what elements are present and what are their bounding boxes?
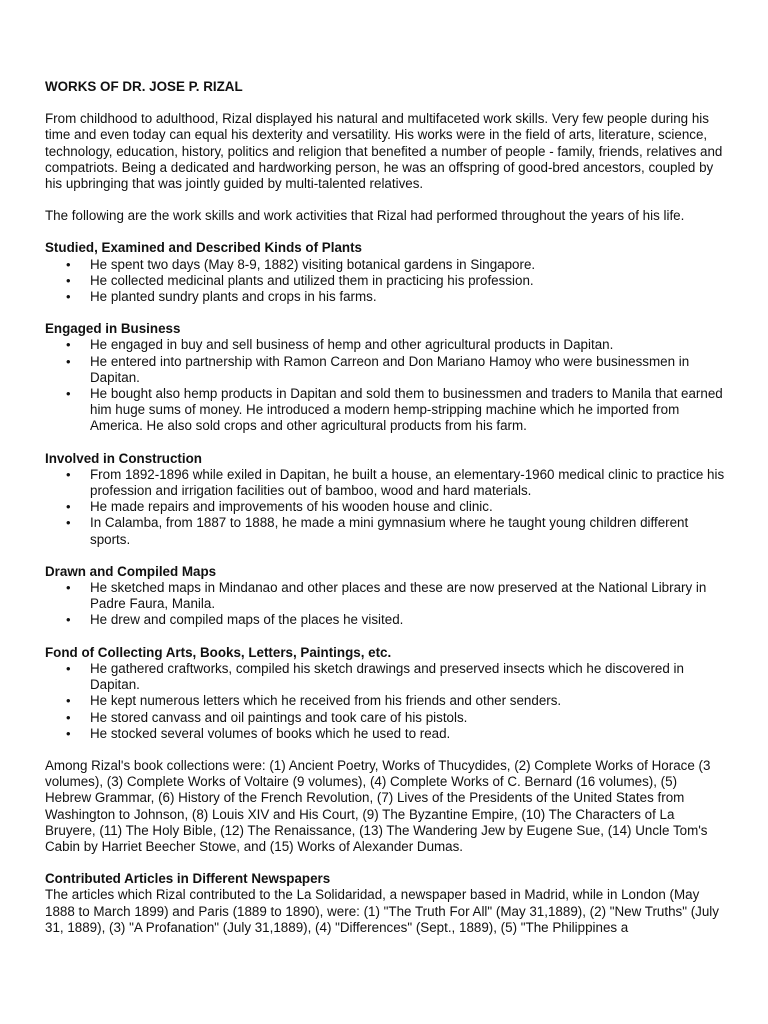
bullet-icon: • (66, 272, 71, 288)
document-title: WORKS OF DR. JOSE P. RIZAL (45, 79, 243, 94)
section (45, 240, 725, 305)
section (45, 451, 725, 548)
list-item-text: He bought also hemp products in Dapitan and sold them to businessmen and traders to Manila that earned him huge sums of money. He introduced a modern hemp-stripping machine which he imported from America. He also sold crops and other agricultural products from his farm. (90, 386, 723, 434)
list-item-text: He collected medicinal plants and utilized them in practicing his profession. (90, 272, 534, 288)
articles-paragraph: The articles which Rizal contributed to the La Solidaridad, a newspaper based in Madrid, while in London (May 1888 to March 1899) and Paris (1889 to 1890), were: (1) "The Truth For All" (May 31,1889), (2) "New Truths" (July 31, 1889), (3) "A Profanation" (July 31,1889), (4) "Differences" (Sept., 1889), (5) "The Philippines a (45, 887, 719, 935)
list-item (45, 289, 725, 305)
list-item-text: He spent two days (May 8-9, 1882) visiting botanical gardens in Singapore. (90, 256, 536, 272)
section-heading: Drawn and Compiled Maps (45, 563, 217, 579)
list-item-text: He gathered craftworks, compiled his sketch drawings and preserved insects which he discovered in Dapitan. (90, 660, 684, 693)
list-item-text: He kept numerous letters which he received from his friends and other senders. (90, 693, 562, 709)
bullet-icon: • (66, 580, 71, 596)
lead-paragraph: The following are the work skills and work activities that Rizal had performed throughout the years of his life. (45, 208, 685, 224)
list-item (45, 337, 725, 353)
list-item (45, 661, 725, 693)
bullet-icon: • (66, 515, 71, 531)
section-heading: Engaged in Business (45, 321, 181, 337)
list-item-text: He drew and compiled maps of the places he visited. (90, 612, 404, 628)
books-paragraph: Among Rizal's book collections were: (1) Ancient Poetry, Works of Thucydides, (2) Complete Works of Horace (3 volumes), (3) Complete Works of Voltaire (9 volumes), (4) Complete Works of C. Bernard (16 volumes), (5) Hebrew Grammar, (6) History of the French Revolution, (7) Lives of the Presidents of the United States from Washington to Johnson, (8) Louis XIV and His Court, (9) The Byzantine Empire, (10) The Characters of La Bruyere, (11) The Holy Bible, (12) The Renaissance, (13) The Wandering Jew by Eugene Sue, (14) Uncle Tom's Cabin by Harriet Beecher Stowe, and (15) Works of Alexander Dumas. (45, 757, 711, 854)
list-item (45, 612, 725, 628)
list-item (45, 354, 725, 386)
bullet-list (45, 337, 725, 434)
section-heading: Fond of Collecting Arts, Books, Letters, Paintings, etc. (45, 644, 392, 660)
bullet-icon: • (66, 466, 71, 482)
bullet-icon: • (66, 256, 71, 272)
intro-paragraph: From childhood to adulthood, Rizal displayed his natural and multifaceted work skills. Very few people during his time and even today can equal his dexterity and versatility. His works were in the field of arts, literature, science, technology, education, history, politics and religion that benefited a number of people - family, friends, relatives and compatriots. Being a dedicated and hardworking person, he was an offspring of good-bred ancestors, coupled by his upbringing that was jointly guided by multi-talented relatives. (45, 111, 723, 192)
list-item-text: He stored canvass and oil paintings and took care of his pistols. (90, 709, 468, 725)
list-item-text: He entered into partnership with Ramon Carreon and Don Mariano Hamoy who were businessmen in Dapitan. (90, 353, 690, 385)
section-heading: Involved in Construction (45, 450, 202, 466)
bullet-icon: • (66, 725, 71, 741)
list-item (45, 726, 725, 742)
articles-heading: Contributed Articles in Different Newspapers (45, 871, 331, 887)
bullet-icon: • (66, 353, 71, 369)
document-page (45, 79, 725, 936)
bullet-icon: • (66, 693, 71, 709)
list-item (45, 499, 725, 515)
section (45, 564, 725, 629)
list-item-text: He engaged in buy and sell business of hemp and other agricultural products in Dapitan. (90, 337, 614, 353)
bullet-icon: • (66, 289, 71, 305)
section (45, 645, 725, 742)
bullet-list (45, 580, 725, 629)
list-item-text: He stocked several volumes of books which he used to read. (90, 725, 451, 741)
list-item-text: From 1892-1896 while exiled in Dapitan, he built a house, an elementary-1960 medical clinic to practice his profession and irrigation facilities out of bamboo, wood and hard materials. (90, 466, 725, 499)
bullet-icon: • (66, 660, 71, 676)
list-item (45, 257, 725, 273)
bullet-list (45, 661, 725, 742)
bullet-icon: • (66, 386, 71, 402)
list-item (45, 580, 725, 612)
section-heading: Studied, Examined and Described Kinds of Plants (45, 240, 362, 256)
list-item-text: He made repairs and improvements of his wooden house and clinic. (90, 499, 493, 515)
bullet-list (45, 467, 725, 548)
section (45, 321, 725, 434)
list-item-text: In Calamba, from 1887 to 1888, he made a mini gymnasium where he taught young children different sports. (90, 515, 689, 547)
bullet-icon: • (66, 612, 71, 628)
list-item (45, 710, 725, 726)
bullet-icon: • (66, 337, 71, 353)
bullet-icon: • (66, 709, 71, 725)
sections-container (45, 240, 725, 741)
list-item (45, 273, 725, 289)
list-item (45, 515, 725, 547)
bullet-icon: • (66, 499, 71, 515)
list-item (45, 693, 725, 709)
list-item-text: He sketched maps in Mindanao and other places and these are now preserved at the National Library in Padre Faura, Manila. (90, 580, 707, 612)
list-item (45, 467, 725, 499)
bullet-list (45, 257, 725, 306)
list-item-text: He planted sundry plants and crops in his farms. (90, 289, 377, 305)
list-item (45, 386, 725, 435)
